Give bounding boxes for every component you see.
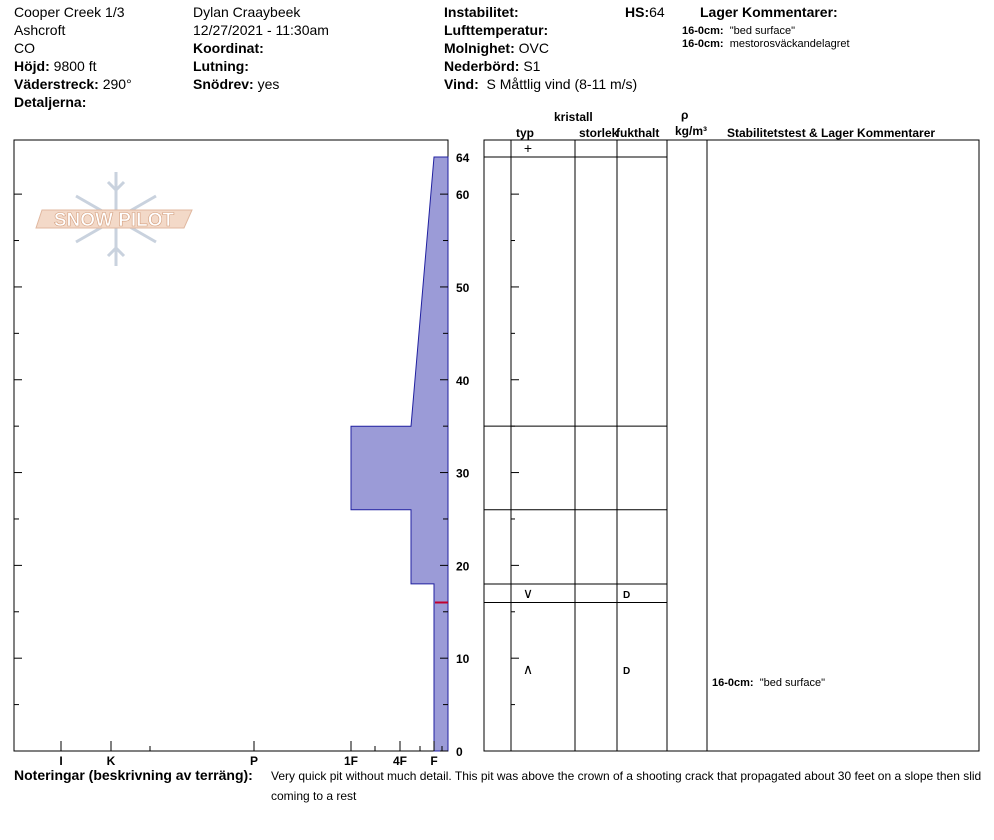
hardness-axis [59,741,442,768]
stability-comment [712,677,825,689]
density-unit-header: kg/m³ [675,124,708,138]
location: Cooper Creek 1/3 [14,4,125,20]
type-header: typ [516,126,534,140]
hardness-layers [351,157,448,751]
notes-label: Noteringar (beskrivning av terräng): [14,767,253,783]
depth-label-10: 10 [456,652,470,667]
stability-comment-text: "bed surface" [759,677,825,689]
hardness-label-F: F [430,754,438,768]
air-temp-label: Lufttemperatur: [444,22,549,38]
hardness-label-K: K [106,754,116,768]
datetime: 12/27/2021 - 11:30am [193,22,329,38]
hs-value: 64 [649,4,665,20]
depth-label-64: 64 [456,151,470,165]
rho-header: ρ [681,108,689,122]
instability-label: Instabilitet: [444,4,519,20]
precip-label: Nederbörd: [444,58,520,74]
moisture-4: D [623,665,631,677]
layer-comment-2-range: 16-0cm: [682,38,724,50]
state: CO [14,40,35,56]
aspect-label: Väderstreck: [14,76,99,92]
hs-label: HS: [625,4,650,20]
cloud-label: Molnighet: [444,40,515,56]
moisture-3: D [623,590,631,602]
depth-label-50: 50 [456,280,470,295]
layer-table-columns [511,140,707,751]
hardness-label-1F: 1F [343,754,359,768]
observer: Dylan Craaybeek [193,4,301,20]
layer-comment-1-range: 16-0cm: [682,25,724,37]
crystal-header: kristall [554,110,593,124]
depth-label-30: 30 [456,466,470,481]
hardness-profile-area [351,157,448,751]
layer-table-frame [484,140,979,751]
moisture-header: fukthalt [616,126,660,140]
wind-label: Vind: [444,76,479,92]
crystal-symbol-4: ∧ [522,660,534,677]
elevation-value: 9800 ft [53,58,97,74]
notes-line-1: Very quick pit without much detail. This pit was above the crown of a shooting crack that propagated about 30 feet on a slope then slid [271,769,982,783]
blowing-snow-label: Snödrev: [193,76,254,92]
stability-comment-range: 16-0cm: [712,677,754,689]
layer-comments-label: Lager Kommentarer: [700,4,838,20]
size-header: storlek [579,126,619,140]
depth-label-0: 0 [456,745,463,759]
area: Ashcroft [14,22,66,38]
crystal-symbol-3: ∨ [522,585,534,602]
wind-value: S Måttlig vind (8-11 m/s) [486,76,638,92]
logo-text: SNOW PILOT [53,210,175,231]
slope-label: Lutning: [193,58,249,74]
layer-table-depth-ticks [511,194,519,704]
cloud-value: OVC [518,40,549,56]
aspect-value: 290° [102,76,132,92]
layer-comment-1-text: "bed surface" [729,25,795,37]
layer-table-symbols [523,140,630,677]
elevation-label: Höjd: [14,58,50,74]
hardness-label-4F: 4F [392,754,408,768]
hardness-label-I: I [59,754,63,768]
depth-label-60: 60 [456,188,470,203]
notes-line-2: coming to a rest [271,789,357,803]
details-label: Detaljerna: [14,94,87,110]
blowing-snow-value: yes [257,76,280,92]
crystal-symbol-0: + [523,140,533,156]
depth-label-20: 20 [456,559,470,574]
precip-value: S1 [523,58,541,74]
depth-label-40: 40 [456,373,470,388]
coordinate-label: Koordinat: [193,40,264,56]
hardness-label-P: P [249,754,259,768]
layer-comment-2-text: mestorosväckandelagret [729,38,850,50]
stability-header: Stabilitetstest & Lager Kommentarer [727,126,936,140]
